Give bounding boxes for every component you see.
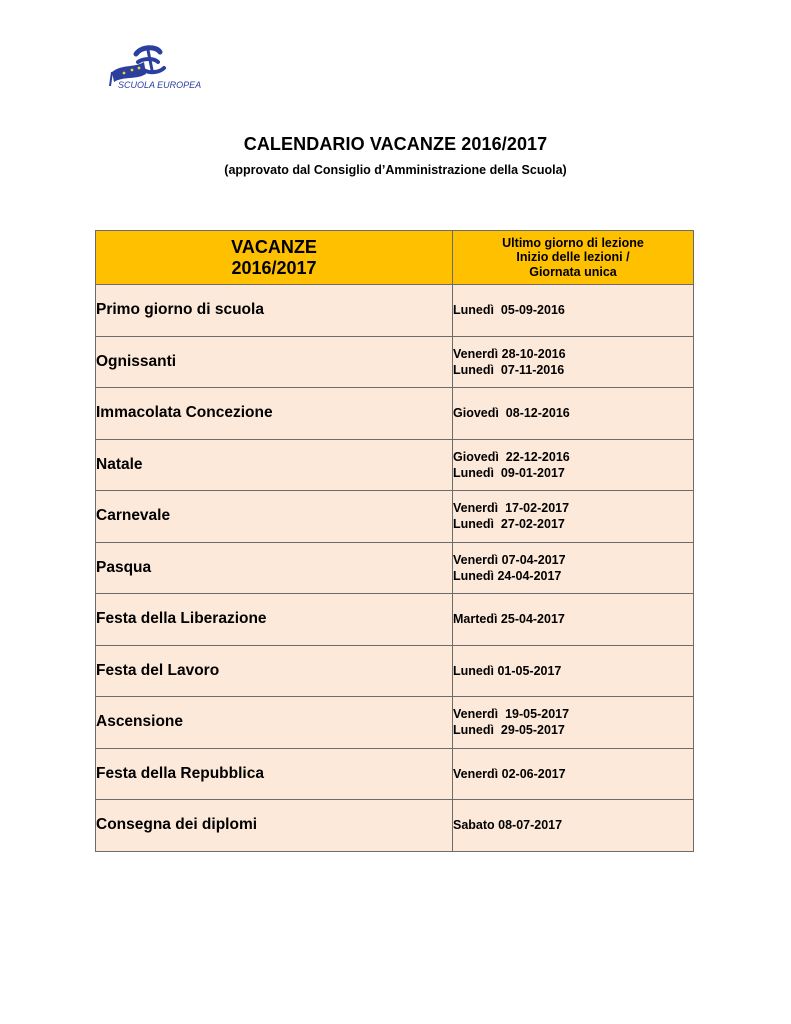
- holiday-dates: [453, 388, 694, 440]
- holiday-dates: [453, 336, 694, 388]
- holiday-name: Ognissanti: [96, 336, 453, 388]
- header-vacanze-line: 2016/2017: [231, 257, 317, 278]
- table-row: [96, 285, 694, 337]
- header-dates-line: Giornata unica: [529, 264, 617, 279]
- holiday-dates: [453, 697, 694, 749]
- holiday-dates: [453, 800, 694, 852]
- table-row: [96, 800, 694, 852]
- holiday-name: Consegna dei diplomi: [96, 800, 453, 852]
- holiday-date: Venerdì 02-06-2017: [453, 766, 566, 781]
- header-dates: [453, 231, 694, 285]
- holiday-dates: [453, 285, 694, 337]
- holiday-date: Venerdì 19-05-2017: [453, 707, 570, 722]
- page-title: CALENDARIO VACANZE 2016/2017: [243, 134, 548, 154]
- table-row: [96, 388, 694, 440]
- holiday-date: Lunedì 27-02-2017: [453, 517, 565, 532]
- header-vacanze-line: VACANZE: [231, 236, 317, 257]
- holiday-date: Lunedì 01-05-2017: [453, 663, 562, 678]
- holiday-dates: [453, 594, 694, 646]
- holiday-date: Sabato 08-07-2017: [453, 818, 563, 833]
- holiday-name: Festa della Liberazione: [96, 594, 453, 646]
- table-row: [96, 645, 694, 697]
- holiday-name: Immacolata Concezione: [96, 388, 453, 440]
- holiday-name: Pasqua: [96, 542, 453, 594]
- table-row: [96, 748, 694, 800]
- holiday-dates: [453, 542, 694, 594]
- table-row: [96, 439, 694, 491]
- table-row: [96, 336, 694, 388]
- holiday-dates: [453, 439, 694, 491]
- holiday-name: Festa del Lavoro: [96, 645, 453, 697]
- holiday-date: Giovedì 22-12-2016: [453, 449, 570, 464]
- holiday-date: Venerdì 28-10-2016: [453, 346, 566, 361]
- holiday-date: Lunedì 07-11-2016: [453, 362, 565, 377]
- header-vacanze: [96, 231, 453, 285]
- holiday-date: Lunedì 24-04-2017: [453, 568, 562, 583]
- holiday-name: Festa della Repubblica: [96, 748, 453, 800]
- holiday-name: Carnevale: [96, 491, 453, 543]
- logo-text: SCUOLA EUROPEA: [118, 80, 202, 90]
- holiday-name: Ascensione: [96, 697, 453, 749]
- holiday-name: Natale: [96, 439, 453, 491]
- holiday-date: Lunedì 09-01-2017: [453, 465, 565, 480]
- school-logo: [108, 44, 220, 90]
- holiday-date: Giovedì 08-12-2016: [453, 406, 570, 421]
- table-row: [96, 594, 694, 646]
- header-dates-line: Inizio delle lezioni /: [516, 250, 630, 265]
- table-header-row: [96, 231, 694, 285]
- holiday-dates: [453, 748, 694, 800]
- holiday-dates: [453, 491, 694, 543]
- holiday-name: Primo giorno di scuola: [96, 285, 453, 337]
- table-row: [96, 697, 694, 749]
- table-row: [96, 491, 694, 543]
- holiday-date: Lunedì 29-05-2017: [453, 723, 565, 738]
- holiday-date: Lunedì 05-09-2016: [453, 303, 565, 318]
- holiday-date: Martedì 25-04-2017: [453, 612, 565, 627]
- holiday-date: Venerdì 07-04-2017: [453, 552, 566, 567]
- table-row: [96, 542, 694, 594]
- holiday-date: Venerdì 17-02-2017: [453, 501, 570, 516]
- header-dates-line: Ultimo giorno di lezione: [502, 235, 644, 250]
- page-subtitle: (approvato dal Consiglio d’Amministrazione della Scuola): [224, 163, 567, 177]
- holiday-dates: [453, 645, 694, 697]
- holiday-table: [95, 230, 694, 852]
